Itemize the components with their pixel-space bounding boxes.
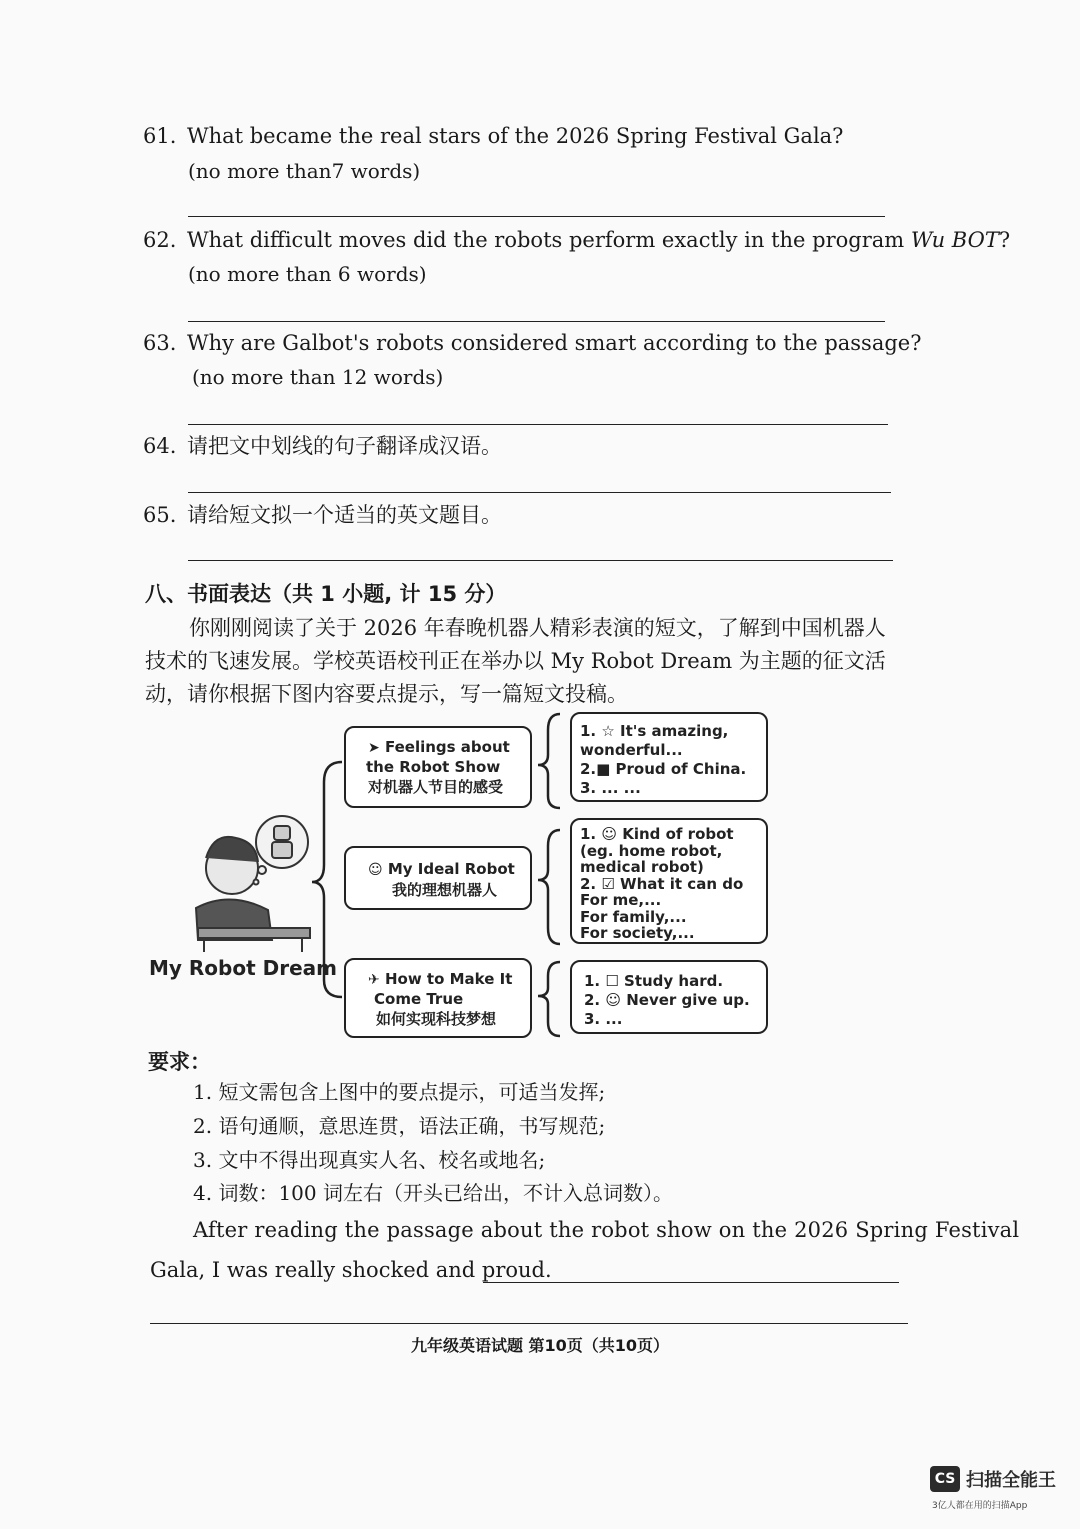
detail-line: 2. ☺ Never give up. [584,991,750,1009]
page-footer: 九年级英语试题 第10页（共10页） [410,1336,670,1355]
flag-icon: ➤ [368,740,380,756]
detail-line: (eg. home robot, [580,841,723,860]
detail-brace-1 [538,714,560,808]
topic-line: My Ideal Robot [387,860,515,878]
topic-title [346,848,530,880]
essay-start-line-2: Gala, I was really shocked and proud. [150,1258,552,1282]
robot-face-icon: ☺ [368,862,383,878]
question-text: 请给短文拟一个适当的英文题目。 [187,503,502,527]
detail-brace-3 [538,962,560,1036]
topic-title [346,728,530,758]
topic-cn: 我的理想机器人 [392,881,498,899]
detail-box-ideal [570,818,768,944]
detail-line: 3. ... ... [580,779,641,797]
topic-title-2: the Robot Show [366,758,501,776]
detail-line: For me,... [580,891,662,909]
question-text: What became the real stars of the 2026 Spring Festival Gala? [187,124,844,148]
topic-box-feelings [344,726,532,808]
detail-line: 1. ☺ Kind of robot [580,825,734,843]
student-illustration [196,816,310,952]
topic-box-ideal [344,846,532,910]
topic-line: Feelings about [384,738,510,756]
detail-line: wonderful... [580,741,683,759]
topic-cn: 对机器人节目的感受 [368,778,504,796]
question-text: 请把文中划线的句子翻译成汉语。 [187,434,502,458]
question-punct: ? [998,228,1011,252]
detail-line: For society,... [580,924,695,942]
word-limit: (no more than 6 words) [188,262,427,286]
topic-title-2: Come True [374,990,464,1008]
topic-box-how [344,958,532,1038]
question-number: 61. [143,124,177,148]
essay-start-line-1: After reading the passage about the robot show on the 2026 Spring Festival [193,1218,1020,1242]
scanner-logo-icon: CS [930,1466,960,1492]
detail-brace-2 [538,830,560,944]
requirement-item: 4. 词数：100 词左右（开头已给出，不计入总词数）。 [193,1181,673,1205]
scanner-app-name: 扫描全能王 [966,1470,1056,1491]
question-text: Why are Galbot's robots considered smart according to the passage? [187,331,922,355]
rocket-icon: ✈ [368,972,380,988]
requirement-item: 1. 短文需包含上图中的要点提示，可适当发挥; [193,1080,606,1104]
topic-line: How to Make It [384,970,513,988]
diagram-center-label: My Robot Dream [149,956,337,980]
question-number: 64. [143,434,177,458]
topic-title [346,960,530,990]
detail-box-feelings [570,712,768,802]
section-title: 八、书面表达（共 1 小题, 计 15 分） [145,582,507,606]
topic-cn: 如何实现科技梦想 [376,1010,497,1028]
scanner-tagline: 3亿人都在用的扫描App [932,1501,1028,1511]
question-number: 62. [143,228,177,252]
requirement-item: 3. 文中不得出现真实人名、校名或地名; [193,1148,546,1172]
word-limit: (no more than 12 words) [192,365,444,389]
detail-line: 1. ☆ It's amazing, [580,722,729,740]
detail-line: 1. ☐ Study hard. [584,972,724,990]
detail-line: 2. ☑ What it can do [580,874,744,893]
essay-answer-line[interactable] [483,1282,899,1283]
detail-line: medical robot) [580,858,704,876]
detail-box-how [570,960,768,1034]
detail-line: 2.■ Proud of China. [580,760,747,778]
requirement-item: 2. 语句通顺，意思连贯，语法正确，书写规范; [193,1114,606,1138]
section-intro: 你刚刚阅读了关于 2026 年春晚机器人精彩表演的短文，了解到中国机器人技术的飞速发展。学校英语校刊正在举办以 My Robot Dream 为主题的征文活动，请你根据下图内容要点提示，写一篇短文投稿。 [145,616,886,706]
question-number: 65. [143,503,177,527]
requirements-title: 要求： [148,1050,211,1074]
detail-line: For family,... [580,907,687,926]
detail-line: 3. ... [584,1010,623,1028]
program-name: Wu BOT [910,228,999,252]
question-number: 63. [143,331,177,355]
question-text: What difficult moves did the robots perform exactly in the program [187,228,911,252]
essay-answer-line[interactable] [150,1323,908,1324]
word-limit: (no more than7 words) [188,159,421,183]
